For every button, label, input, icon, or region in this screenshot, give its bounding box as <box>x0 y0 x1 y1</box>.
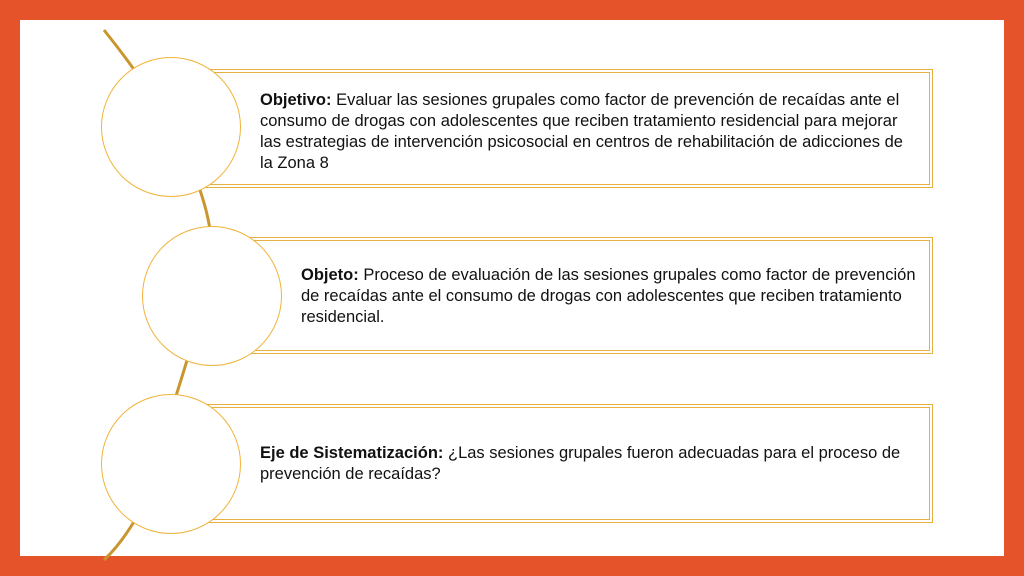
objective-body: Evaluar las sesiones grupales como factor de prevención de recaídas ante el consumo de drogas con adolescentes que reciben tratamiento residencial para mejorar las estrategias de intervención psicosocial en centros de rehabilitación de adicciones de la Zona 8 <box>260 91 903 172</box>
objective-circle <box>101 57 241 197</box>
axis-label: Eje de Sistematización: <box>260 444 444 462</box>
object-label: Objeto: <box>301 266 359 284</box>
axis-text <box>260 443 920 485</box>
object-text <box>301 265 923 328</box>
objective-label: Objetivo: <box>260 91 332 109</box>
axis-body: ¿Las sesiones grupales fueron adecuadas para el proceso de prevención de recaídas? <box>260 444 901 483</box>
object-body: Proceso de evaluación de las sesiones grupales como factor de prevención de recaídas ante el consumo de drogas con adolescentes que reciben tratamiento residencial. <box>301 266 916 326</box>
axis-circle <box>101 394 241 534</box>
objective-text <box>260 90 910 174</box>
object-circle <box>142 226 282 366</box>
